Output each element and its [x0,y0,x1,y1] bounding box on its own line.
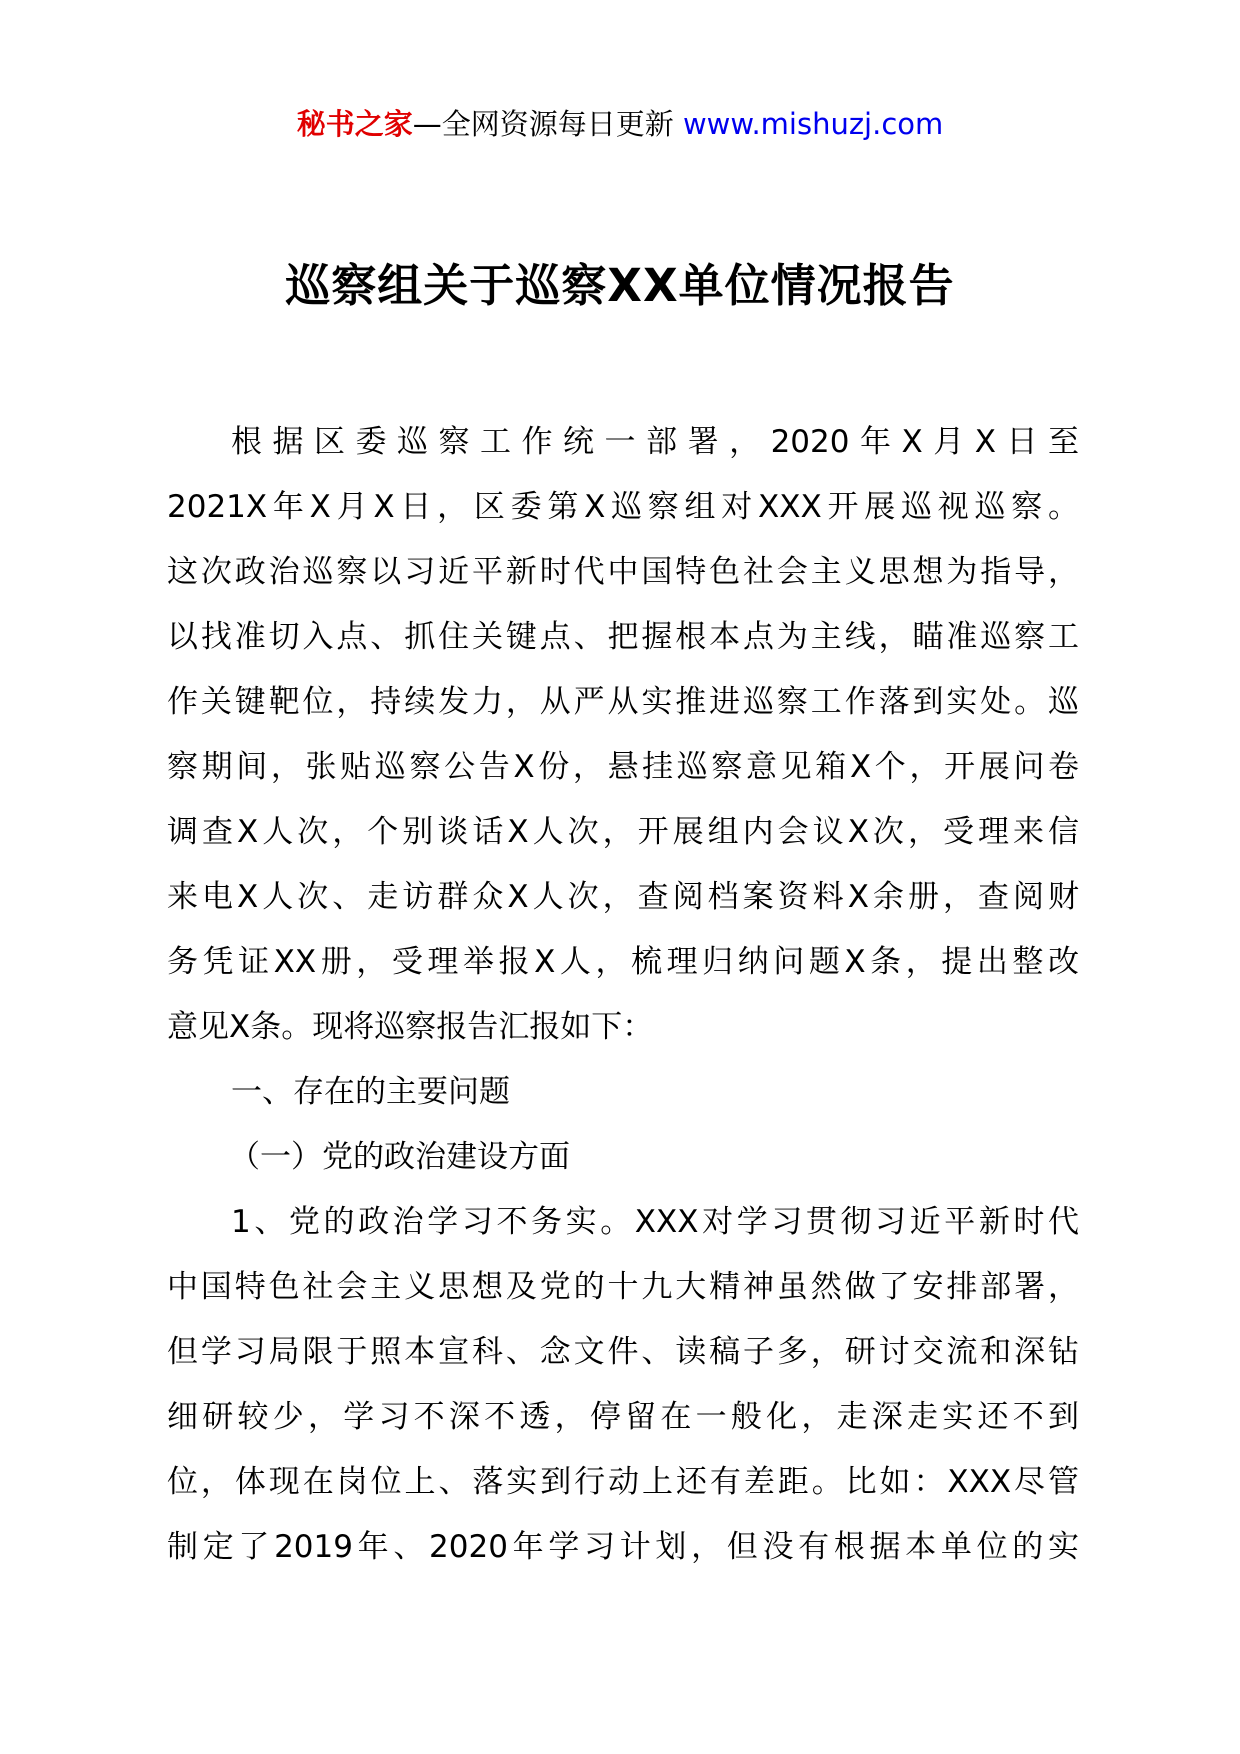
site-url-link[interactable]: www.mishuzj.com [682,107,944,141]
paragraph-line: 1、党的政治学习不务实。XXX对学习贯彻习近平新时代 [231,1204,1079,1240]
paragraph-line: 制定了2019年、2020年学习计划，但没有根据本单位的实 [167,1529,1079,1565]
site-brand: 秘书之家 [296,107,413,141]
paragraph-line: 但学习局限于照本宣科、念文件、读稿子多，研讨交流和深钻 [167,1334,1079,1370]
paragraph-line: 细研较少，学习不深不透，停留在一般化，走深走实还不到 [167,1399,1079,1435]
paragraph-line: 调查X人次，个别谈话X人次，开展组内会议X次，受理来信 [167,814,1079,850]
section-heading: 一、存在的主要问题 [231,1074,510,1110]
paragraph-line: 来电X人次、走访群众X人次，查阅档案资料X余册，查阅财 [167,879,1079,915]
paragraph-line: 中国特色社会主义思想及党的十九大精神虽然做了安排部署， [167,1269,1079,1305]
paragraph-line: 位，体现在岗位上、落实到行动上还有差距。比如：XXX尽管 [167,1464,1079,1500]
paragraph-line: 这次政治巡察以习近平新时代中国特色社会主义思想为指导， [167,554,1079,590]
subsection-heading: （一）党的政治建设方面 [229,1139,570,1175]
paragraph-line: 务凭证XX册，受理举报X人，梳理归纳问题X条，提出整改 [167,944,1079,980]
site-tagline: —全网资源每日更新 [412,107,683,141]
site-header [0,104,1240,144]
paragraph-line: 察期间，张贴巡察公告X份，悬挂巡察意见箱X个，开展问卷 [167,749,1079,785]
item-paragraph [167,1190,1079,1580]
paragraph-line: 根据区委巡察工作统一部署，2020年X月X日至 [231,424,1079,460]
paragraph-line: 意见X条。现将巡察报告汇报如下： [167,1009,654,1045]
paragraph-line: 2021X年X月X日，区委第X巡察组对XXX开展巡视巡察。 [167,489,1079,525]
document-body [167,410,1079,1580]
document-title: 巡察组关于巡察XX单位情况报告 [285,259,955,312]
paragraph-line: 作关键靶位，持续发力，从严从实推进巡察工作落到实处。巡 [167,684,1079,720]
intro-paragraph [167,410,1079,1060]
paragraph-line: 以找准切入点、抓住关键点、把握根本点为主线，瞄准巡察工 [167,619,1079,655]
